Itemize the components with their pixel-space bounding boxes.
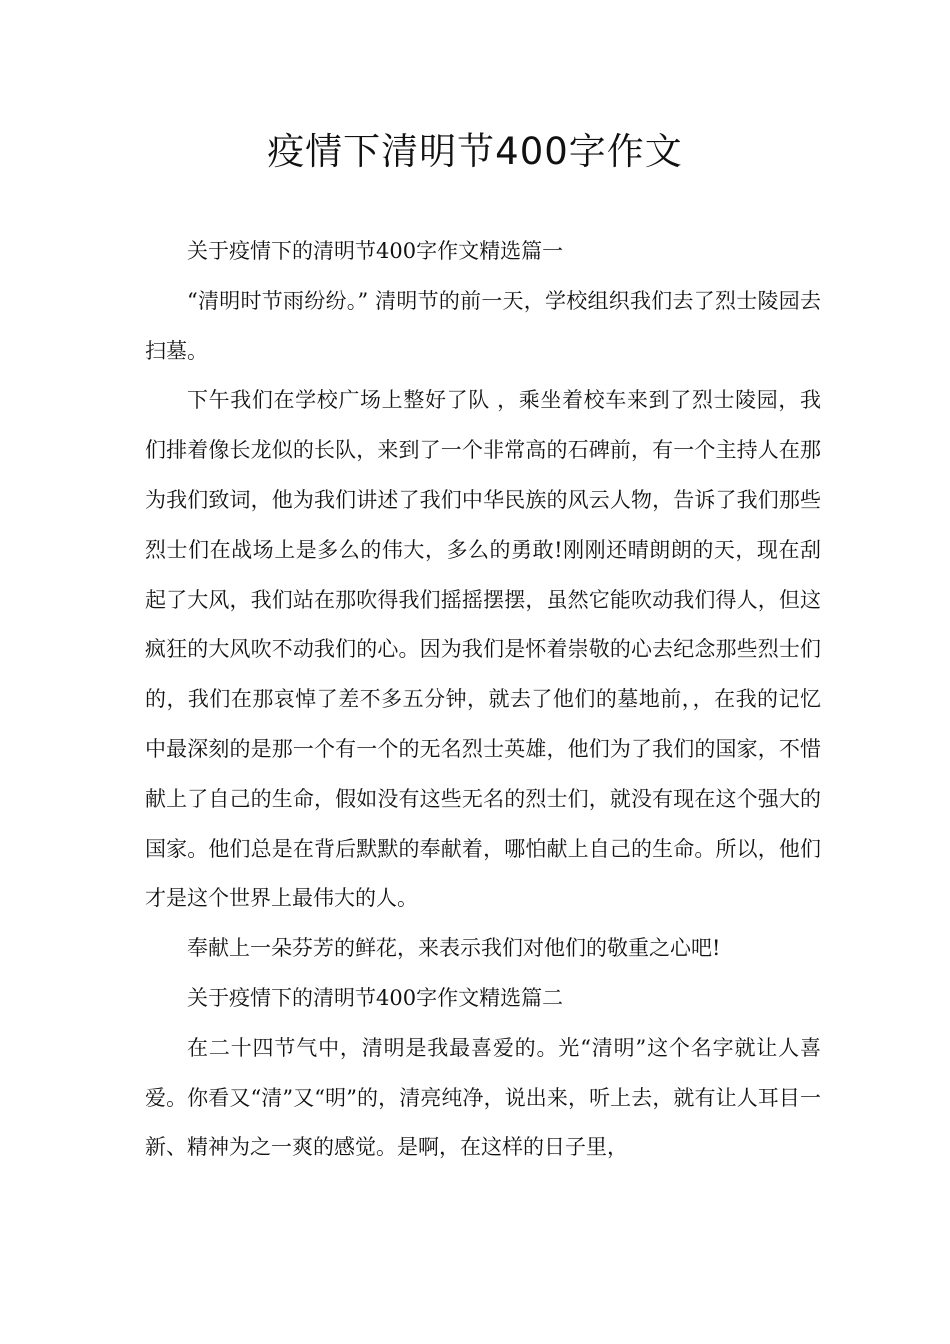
paragraph: 下午我们在学校广场上整好了队 ，乘坐着校车来到了烈士陵园，我们排着像长龙似的长队，来到了一个非常高的石碑前，有一个主持人在那为我们致词，他为我们讲述了我们中华民族的风云人物，告诉了我们那些烈士们在战场上是多么的伟大，多么的勇敢!刚刚还晴朗朗的天，现在刮起了大风，我们站在那吹得我们摇摇摆摆，虽然它能吹动我们得人，但这疯狂的大风吹不动我们的心。因为我们是怀着崇敬的心去纪念那些烈士们的，我们在那哀悼了差不多五分钟，就去了他们的墓地前，，在我的记忆中最深刻的是那一个有一个的无名烈士英雄，他们为了我们的国家，不惜献上了自己的生命，假如没有这些无名的烈士们，就没有现在这个强大的国家。他们总是在背后默默的奉献着，哪怕献上自己的生命。所以，他们才是这个世界上最伟大的人。 xyxy=(145,388,821,911)
document-body xyxy=(145,227,821,1173)
paragraph: “清明时节雨纷纷。” 清明节的前一天，学校组织我们去了烈士陵园去扫墓。 xyxy=(145,288,821,363)
section-heading-2: 关于疫情下的清明节400字作文精选篇二 xyxy=(187,985,564,1010)
paragraph: 在二十四节气中，清明是我最喜爱的。光“清明”这个名字就让人喜爱。你看又“清”又“明”的，清亮纯净，说出来，听上去，就有让人耳目一新、精神为之一爽的感觉。是啊，在这样的日子里， xyxy=(145,1035,821,1160)
paragraph: 奉献上一朵芬芳的鲜花，来表示我们对他们的敬重之心吧! xyxy=(187,936,721,961)
page-title: 疫情下清明节400字作文 xyxy=(267,130,683,173)
section-heading-1: 关于疫情下的清明节400字作文精选篇一 xyxy=(187,239,564,263)
